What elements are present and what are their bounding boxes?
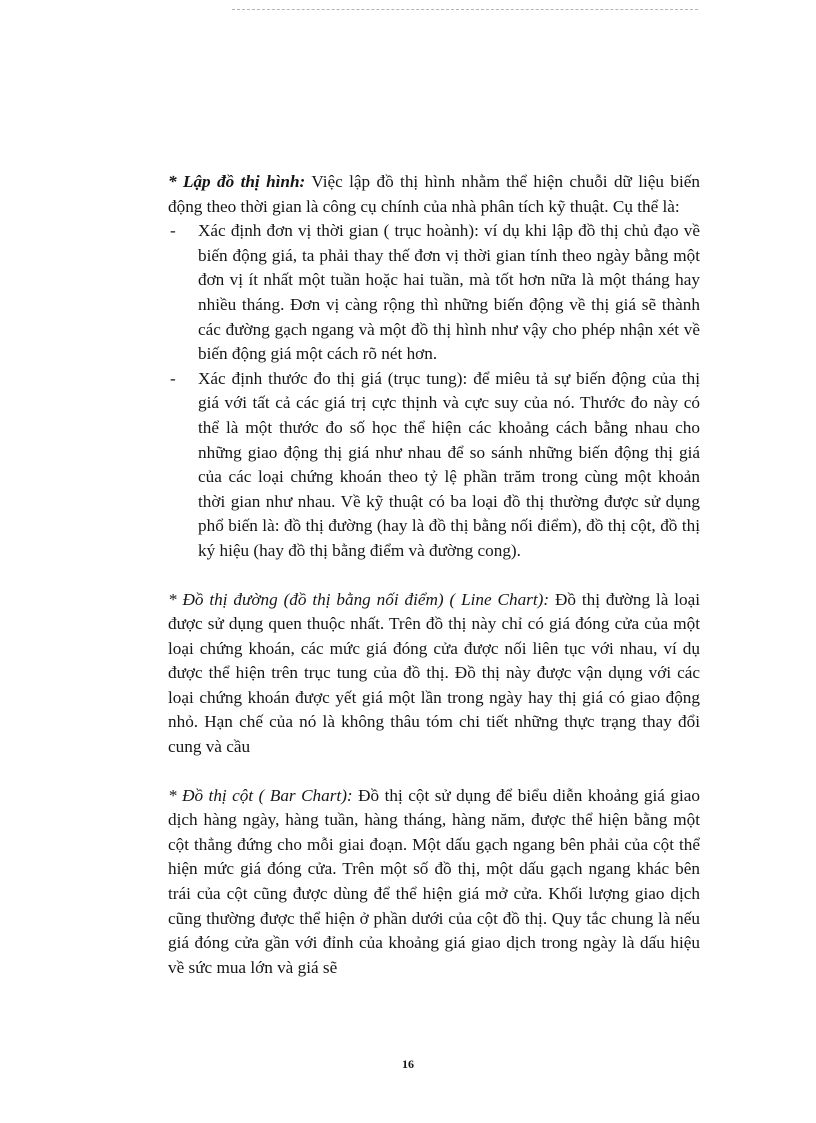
section-chart-drawing — [168, 170, 700, 219]
list-marker: - — [170, 221, 176, 241]
page-number: 16 — [402, 1057, 414, 1071]
list-item-text: Xác định thước đo thị giá (trục tung): để miêu tả sự biến động của thị giá với tất cả các giá trị cực thịnh và cực suy của nó. Thước đo này có thể là một thước đo số học thể hiện các khoảng cách bằng nhau cho những giao động thị giá như nhau để so sánh những biến động thị giá của các loại chứng khoán theo tỷ lệ phần trăm trong cùng một khoản thời gian như nhau. Về kỹ thuật có ba loại đồ thị thường được sử dụng phổ biến là: đồ thị đường (hay là đồ thị bằng nối điểm), đồ thị cột, đồ thị ký hiệu (hay đồ thị bằng điểm và đường cong). — [198, 368, 700, 560]
list-item — [168, 367, 700, 564]
section-heading: * Đồ thị cột ( Bar Chart): — [168, 785, 353, 805]
section-heading: * Lập đồ thị hình: — [168, 172, 306, 191]
list-item-text: Xác định đơn vị thời gian ( trục hoành): ví dụ khi lập đồ thị chủ đạo về biến động giá, ta phải thay thế đơn vị thời gian tính theo ngày bằng một đơn vị ít nhất một tuần hoặc hai tuần, mà tốt hơn nữa là một tháng hay nhiều tháng. Đơn vị càng rộng thì những biến động về thị giá sẽ thành các đường gạch ngang và một đồ thị hình như vậy cho phép nhận xét về biến động giá một cách rõ nét hơn. — [198, 221, 700, 364]
page-body — [168, 170, 700, 980]
section-text: Việc lập đồ thị hình nhằm thể hiện chuỗi dữ liệu biến động theo thời gian là công cụ chính của nhà phân tích kỹ thuật. Cụ thể là: — [168, 172, 700, 216]
section-line-chart — [168, 588, 700, 760]
section-bar-chart — [168, 784, 700, 981]
bullet-list — [168, 219, 700, 563]
list-marker: - — [170, 368, 176, 388]
list-item — [168, 219, 700, 367]
section-text: Đồ thị đường là loại được sử dụng quen thuộc nhất. Trên đồ thị này chỉ có giá đóng cửa của một loại chứng khoán, các mức giá đóng cửa được nối liên tục với nhau, ví dụ được thể hiện trên trục tung của đồ thị. Đồ thị này được vận dụng với các loại chứng khoán được yết giá một lần trong ngày hay thị giá có giao động nhỏ. Hạn chế của nó là không thâu tóm chi tiết những thực trạng thay đổi cung và cầu — [168, 589, 700, 757]
section-heading: * Đồ thị đường (đồ thị bằng nối điểm) ( Line Chart): — [168, 589, 550, 609]
header-rule — [232, 9, 698, 10]
section-text: Đồ thị cột sử dụng để biểu diễn khoảng giá giao dịch hàng ngày, hàng tuần, hàng tháng, hàng năm, được thể hiện bằng một cột thẳng đứng cho mỗi giai đoạn. Một dấu gạch ngang bên phải của cột thể hiện mức giá đóng cửa. Trên một số đồ thị, một dấu gạch ngang khác bên trái của cột cũng được dùng để thể hiện giá mở cửa. Khối lượng giao dịch cũng thường được thể hiện ở phần dưới của cột đồ thị. Quy tắc chung là nếu giá đóng cửa gần với đỉnh của khoảng giá giao dịch trong ngày là dấu hiệu về sức mua lớn và giá sẽ — [168, 785, 700, 977]
